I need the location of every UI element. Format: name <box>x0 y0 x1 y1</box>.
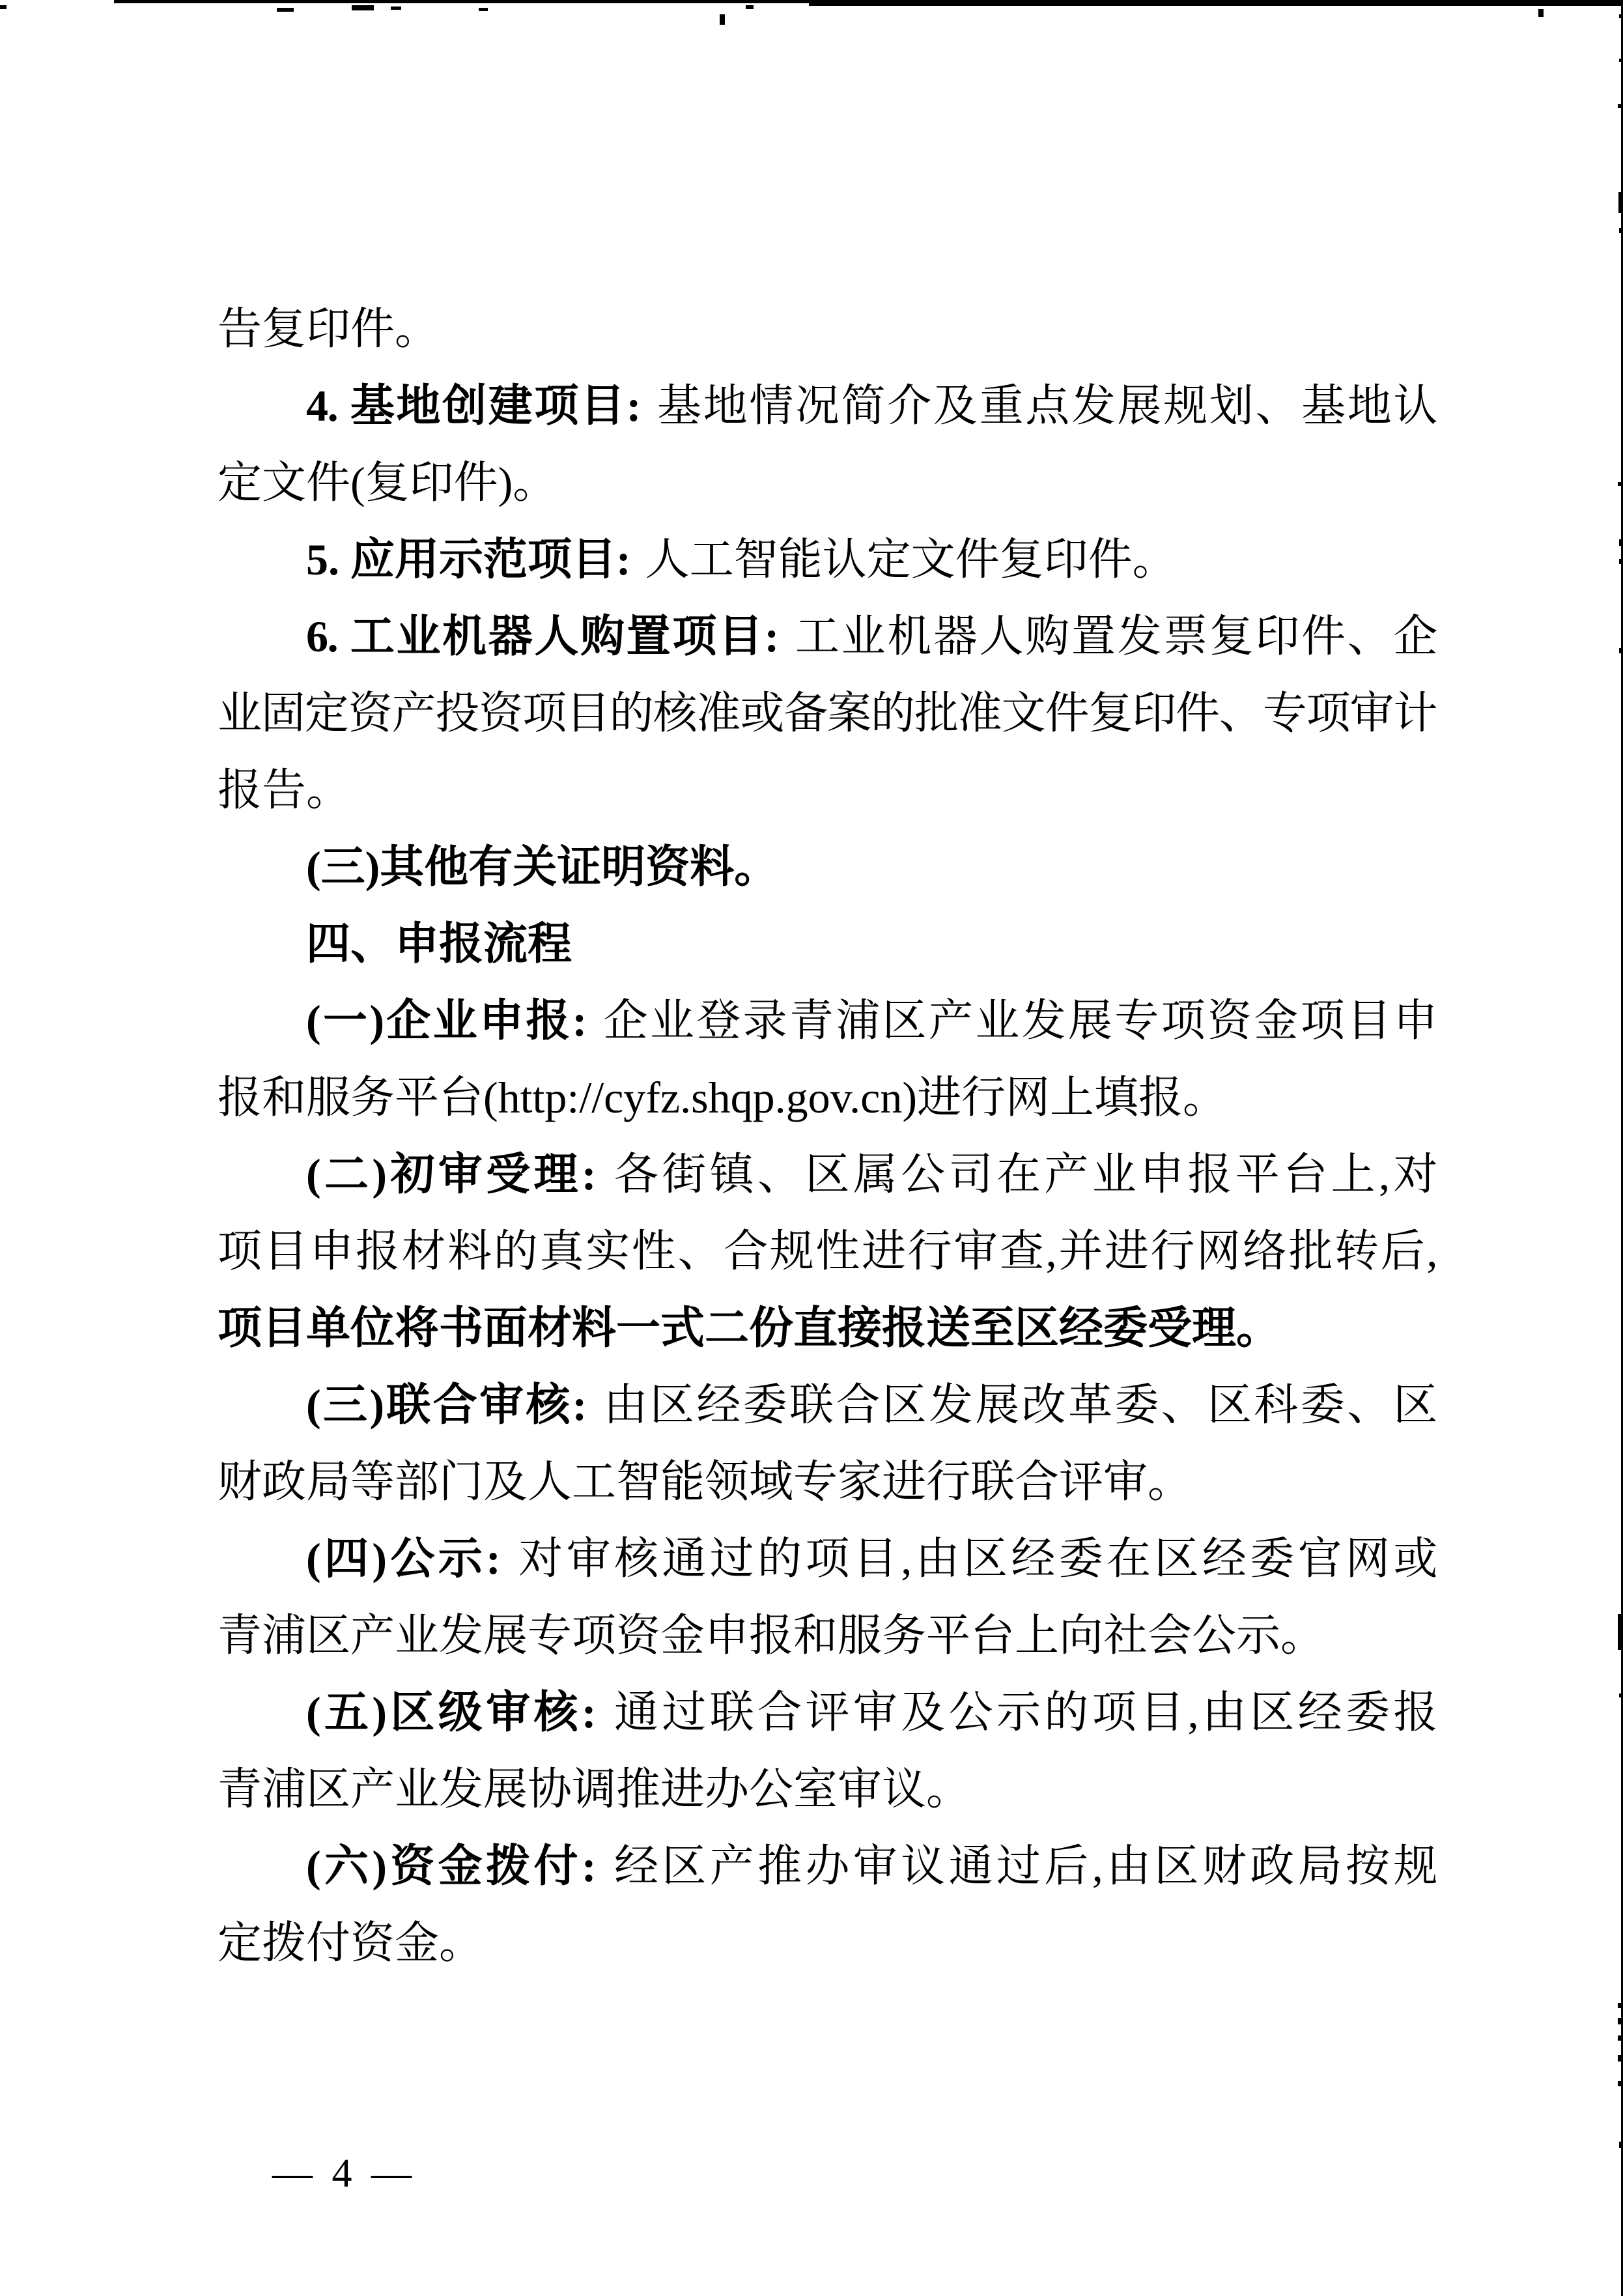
doc-line-rest: 定文件(复印件)。 <box>218 458 557 507</box>
doc-line-lead: (四)公示: <box>306 1534 500 1583</box>
scan-artifact-right-edge <box>1618 2055 1623 2062</box>
doc-line-rest: 业固定资产投资项目的核准或备案的批准文件复印件、专项审计 <box>218 688 1437 738</box>
doc-line-lead: (六)资金拨付: <box>306 1841 596 1891</box>
scan-artifact-speck <box>277 8 294 12</box>
doc-line <box>218 1751 1437 1828</box>
scan-artifact-right-edge <box>1618 482 1623 486</box>
document-body <box>218 291 1437 1981</box>
doc-line <box>218 1674 1437 1751</box>
doc-line <box>218 1059 1437 1136</box>
doc-line-lead: (三)其他有关证明资料。 <box>306 842 779 892</box>
doc-line-rest: 经区产推办审议通过后,由区财政局按规 <box>610 1841 1437 1891</box>
doc-line-rest: 通过联合评审及公示的项目,由区经委报 <box>610 1688 1437 1737</box>
doc-line-rest: 财政局等部门及人工智能领域专家进行联合评审。 <box>218 1457 1193 1507</box>
doc-line-rest: 报和服务平台(http://cyfz.shqp.gov.cn)进行网上填报。 <box>218 1073 1227 1122</box>
doc-line-lead: (二)初审受理: <box>306 1150 596 1199</box>
doc-line-lead: 四、申报流程 <box>306 919 572 969</box>
doc-line-lead: (五)区级审核: <box>306 1688 596 1737</box>
doc-line-lead: (三)联合审核: <box>306 1380 586 1430</box>
doc-line-rest: 青浦区产业发展专项资金申报和服务平台上向社会公示。 <box>218 1611 1325 1660</box>
doc-line <box>218 829 1437 905</box>
scan-artifact-speck <box>479 8 488 11</box>
page-number: — 4 — <box>272 2151 412 2196</box>
scan-artifact-right-edge <box>1619 59 1623 62</box>
scan-artifact-right-edge <box>1618 1614 1623 1650</box>
doc-line <box>218 1290 1437 1367</box>
doc-section-heading <box>218 905 1437 982</box>
doc-line-rest: 企业登录青浦区产业发展专项资金项目申 <box>600 996 1437 1045</box>
doc-line-rest: 青浦区产业发展协调推进办公室审议。 <box>218 1765 971 1814</box>
doc-line-rest: 各街镇、区属公司在产业申报平台上,对 <box>610 1150 1437 1199</box>
doc-line <box>218 1367 1437 1443</box>
doc-line-rest: 报告。 <box>218 765 351 815</box>
doc-line <box>218 1213 1437 1290</box>
scan-artifact-right-edge <box>1618 104 1623 108</box>
scan-artifact-right-edge <box>1619 1694 1623 1697</box>
doc-line <box>218 1136 1437 1213</box>
scan-artifact-top-edge <box>809 0 1623 6</box>
doc-line <box>218 752 1437 829</box>
scan-artifact-speck <box>0 5 7 9</box>
scan-artifact-right-edge <box>1619 648 1623 653</box>
doc-line-rest: 对审核通过的项目,由区经委在区经委官网或 <box>514 1534 1437 1583</box>
doc-line-rest: 项目申报材料的真实性、合规性进行审查,并进行网络批转后, <box>218 1226 1437 1276</box>
scan-artifact-right-edge <box>1618 2081 1623 2086</box>
doc-line-lead: 5. 应用示范项目: <box>306 535 631 584</box>
doc-line <box>218 1520 1437 1597</box>
doc-line <box>218 598 1437 675</box>
scan-artifact-right-edge <box>1618 2018 1623 2024</box>
scan-artifact-right-edge <box>1619 14 1623 18</box>
doc-line-rest: 基地情况简介及重点发展规划、基地认 <box>654 381 1437 431</box>
doc-line-lead: 项目单位将书面材料一式二份直接报送至区经委受理。 <box>218 1303 1281 1353</box>
doc-line <box>218 982 1437 1059</box>
scan-artifact-speck <box>1538 9 1544 17</box>
doc-line <box>218 675 1437 752</box>
scan-artifact-right-edge <box>1618 2035 1623 2041</box>
doc-line-lead: 6. 工业机器人购置项目: <box>306 612 778 661</box>
scan-artifact-right-edge <box>1619 539 1623 546</box>
doc-line-lead: 4. 基地创建项目: <box>306 381 640 431</box>
doc-line <box>218 367 1437 444</box>
doc-line <box>218 1905 1437 1981</box>
scan-artifact-right-edge <box>1619 2142 1623 2148</box>
doc-line <box>218 521 1437 598</box>
doc-line-lead: (一)企业申报: <box>306 996 586 1045</box>
doc-line <box>218 1828 1437 1905</box>
scan-artifact-right-edge <box>1618 2003 1623 2008</box>
doc-line-rest: 工业机器人购置发票复印件、企 <box>792 612 1437 661</box>
scan-artifact-right-edge <box>1619 559 1623 564</box>
doc-line <box>218 1597 1437 1674</box>
doc-line-rest: 由区经委联合区发展改革委、区科委、区 <box>600 1380 1437 1430</box>
doc-line <box>218 444 1437 521</box>
scan-artifact-speck <box>746 5 754 9</box>
scan-artifact-right-edge <box>1619 228 1623 233</box>
doc-line-rest: 定拨付资金。 <box>218 1918 484 1968</box>
scan-artifact-speck <box>352 5 374 10</box>
scan-artifact-speck <box>391 7 401 10</box>
doc-line <box>218 291 1437 367</box>
doc-line-rest: 告复印件。 <box>218 304 440 354</box>
scan-artifact-speck <box>720 14 725 25</box>
doc-line <box>218 1443 1437 1520</box>
scan-artifact-right-edge <box>1618 192 1623 213</box>
doc-line-rest: 人工智能认定文件复印件。 <box>645 535 1177 584</box>
